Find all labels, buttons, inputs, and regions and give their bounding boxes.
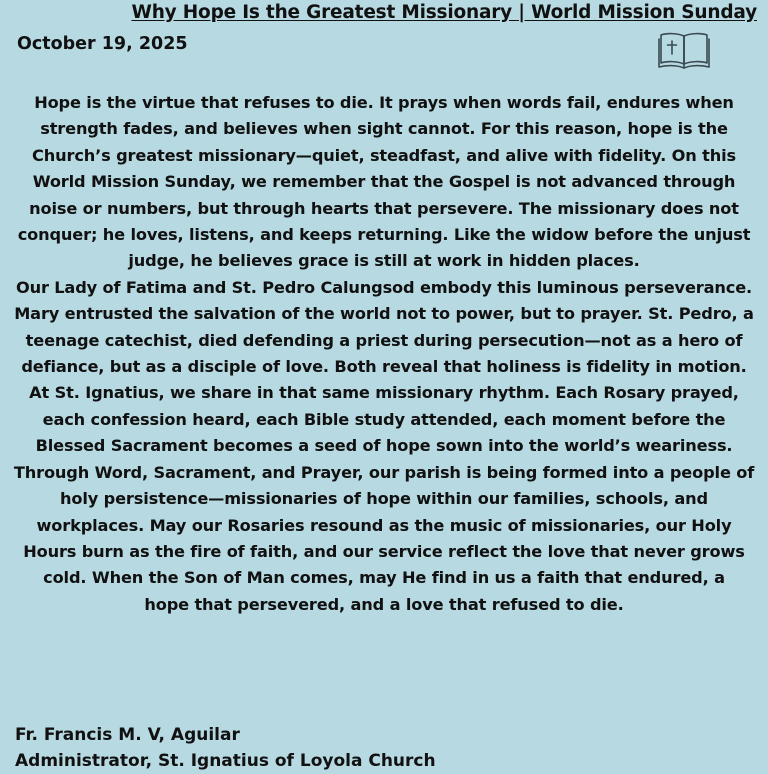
page-title: Why Hope Is the Greatest Missionary | World Mission Sunday: [131, 2, 757, 23]
signature-name: Fr. Francis M. V, Aguilar: [15, 725, 240, 745]
message-body: [12, 90, 756, 618]
date-label: October 19, 2025: [17, 34, 188, 54]
open-bible-icon: [657, 30, 711, 70]
signature-role: Administrator, St. Ignatius of Loyola Church: [15, 751, 436, 771]
paragraph-ignatius: At St. Ignatius, we share in that same missionary rhythm. Each Rosary prayed, each confession heard, each Bible study attended, each moment before the Blessed Sacrament becomes a seed of hope sown into the world’s weariness. Through Word, Sacrament, and Prayer, our parish is being formed into a people of holy persistence—missionaries of hope within our families, schools, and workplaces. May our Rosaries resound as the music of missionaries, our Holy Hours burn as the fire of faith, and our service reflect the love that never grows cold. When the Son of Man comes, may He find in us a faith that endured, a: [13, 383, 755, 588]
signature-block: [15, 722, 436, 774]
paragraph-fatima: Our Lady of Fatima and St. Pedro Calungsod embody this luminous perseverance. Mary entrusted the salvation of the world not to power, but to prayer. St. Pedro, a teenage catechist, died defending a priest during persecution—not as a hero of defiance, but as a disciple of love. Both reveal that holiness is fidelity in motion.: [14, 277, 754, 377]
paragraph-closing-line: hope that persevered, and a love that refused to die.: [144, 594, 624, 614]
paragraph-hope: Hope is the virtue that refuses to die. It prays when words fail, endures when strength fades, and believes when sight cannot. For this reason, hope is the Church’s greatest missionary—quiet, steadfast, and alive with fidelity. On this World Mission Sunday, we remember that the Gospel is not advanced through noise or numbers, but through hearts that persevere. The missionary does not conquer; he loves, listens, and keeps returning. Like the widow before the unjust judge, he believes grace is still at work in hidden places.: [17, 93, 751, 271]
